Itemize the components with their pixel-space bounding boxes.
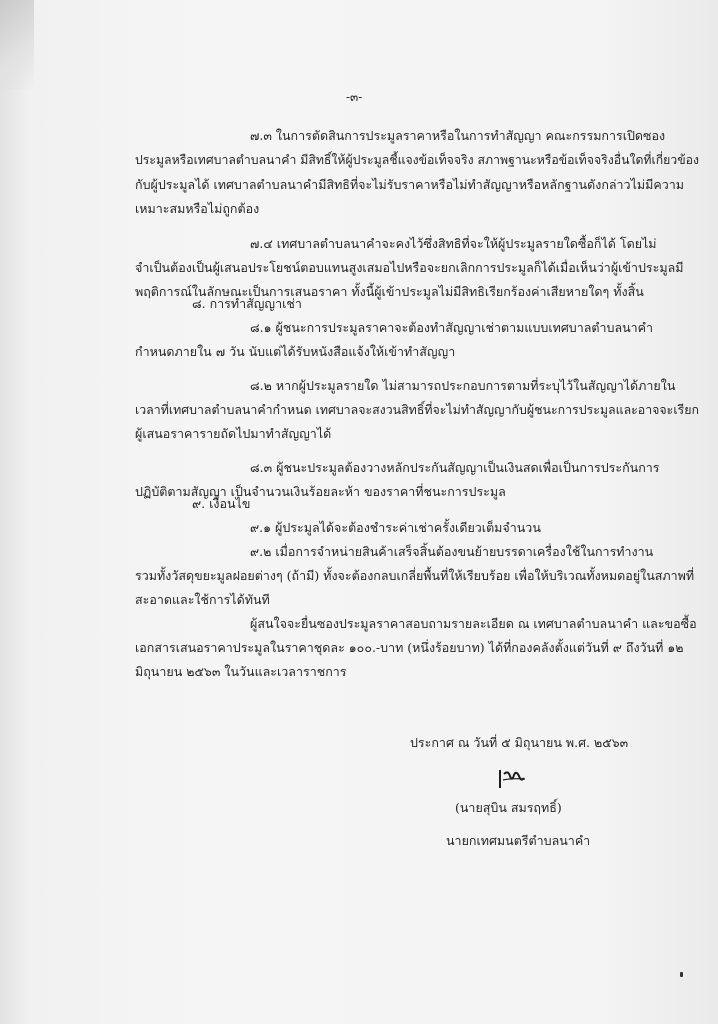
- clause-7-3-line-2: ประมูลหรือเทศบาลตำบลนาคำ มีสิทธิ์ให้ผู้ประมูลชี้แจงข้อเท็จจริง สภาพฐานะหรือข้อเท็จจริงอื่นใดที่เกี่ยวข้อง: [135, 153, 699, 167]
- clause-9-2-line-1: ๙.๒ เมื่อการจำหน่ายสินค้าเสร็จสิ้นต้องขนย้ายบรรดาเครื่องใช้ในการทำงาน: [250, 544, 654, 559]
- section-8-heading: ๘. การทำสัญญาเช่า: [192, 296, 302, 311]
- clause-7-3-line-4: เหมาะสมหรือไม่ถูกต้อง: [135, 201, 260, 216]
- clause-9-1: ๙.๑ ผู้ประมูลได้จะต้องชำระค่าเช่าครั้งเดียวเต็มจำนวน: [250, 520, 541, 535]
- clause-9-2-line-3: สะอาดและใช้การได้ทันที: [135, 592, 270, 607]
- scan-edge-shadow: [0, 0, 34, 90]
- clause-7-3-line-1: ๗.๓ ในการตัดสินการประมูลราคาหรือในการทำสัญญา คณะกรรมการเปิดซอง: [250, 128, 666, 143]
- clause-8-2-line-2: เวลาที่เทศบาลตำบลนาคำกำหนด เทศบาลจะสงวนสิทธิ์ที่จะไม่ทำสัญญากับผู้ชนะการประมูลและอาจจะเรียก: [135, 402, 699, 417]
- closing-line-3: มิถุนายน ๒๕๖๓ ในวันและเวลาราชการ: [135, 664, 347, 679]
- page-number: -๓-: [346, 90, 363, 104]
- clause-7-3-line-3: กับผู้ประมูลได้ เทศบาลตำบลนาคำมีสิทธิที่จะไม่รับราคาหรือไม่ทำสัญญาหรือหลักฐานดังกล่าวไม่มีความ: [135, 177, 684, 192]
- clause-8-1-line-1: ๘.๑ ผู้ชนะการประมูลราคาจะต้องทำสัญญาเช่าตามแบบเทศบาลตำบลนาคำ: [250, 320, 654, 335]
- scan-speck: [680, 972, 683, 977]
- clause-7-4-line-2: จำเป็นต้องเป็นผู้เสนอประโยชน์ตอบแทนสูงเสมอไปหรือจะยกเลิกการประมูลก็ได้เมื่อเห็นว่าผู้เข้าประมูลมี: [135, 260, 684, 275]
- clause-7-4-line-3: พฤติการณ์ในลักษณะเป็นการเสนอราคา ทั้งนี้ผู้เข้าประมูลไม่มีสิทธิเรียกร้องค่าเสียหายใดๆ ทั้งสิ้น: [135, 284, 644, 299]
- closing-line-1: ผู้สนใจจะยื่นซองประมูลราคาสอบถามรายละเอียด ณ เทศบาลตำบลนาคำ และขอซื้อ: [250, 616, 697, 631]
- signer-title: นายกเทศมนตรีตำบลนาคำ: [446, 833, 591, 848]
- clause-8-3-line-2: ปฏิบัติตามสัญญา เป็นจำนวนเงินร้อยละห้า ของราคาที่ชนะการประมูล: [135, 484, 506, 499]
- signer-name: (นายสุบิน สมรฤทธิ์): [455, 800, 562, 815]
- clause-8-3-line-1: ๘.๓ ผู้ชนะประมูลต้องวางหลักประกันสัญญาเป็นเงินสดเพื่อเป็นการประกันการ: [250, 460, 660, 475]
- section-9-heading: ๙. เงื่อนไข: [192, 496, 251, 511]
- clause-8-2-line-3: ผู้เสนอราคารายถัดไปมาทำสัญญาได้: [135, 426, 332, 441]
- signature-mark: [496, 766, 530, 792]
- clause-7-4-line-1: ๗.๔ เทศบาลตำบลนาคำจะคงไว้ซึ่งสิทธิที่จะให้ผู้ประมูลรายใดซื้อก็ได้ โดยไม่: [250, 236, 657, 251]
- announcement-date: ประกาศ ณ วันที่ ๕ มิถุนายน พ.ศ. ๒๕๖๓: [410, 735, 629, 750]
- clause-8-2-line-1: ๘.๒ หากผู้ประมูลรายใด ไม่สามารถประกอบการตามที่ระบุไว้ในสัญญาได้ภายใน: [250, 378, 676, 393]
- clause-8-1-line-2: กำหนดภายใน ๗ วัน นับแต่ได้รับหนังสือแจ้งให้เข้าทำสัญญา: [135, 344, 456, 359]
- closing-line-2: เอกสารเสนอราคาประมูลในราคาชุดละ ๑๐๐.-บาท (หนึ่งร้อยบาท) ได้ที่กองคลังตั้งแต่วันที่ ๙ ถึงวันที่ ๑๒: [135, 640, 684, 655]
- clause-9-2-line-2: รวมทั้งวัสดุขยะมูลฝอยต่างๆ (ถ้ามี) ทั้งจะต้องกลบเกลี่ยพื้นที่ให้เรียบร้อย เพื่อให้บริเวณทั้งหมดอยู่ในสภาพที่: [135, 568, 695, 583]
